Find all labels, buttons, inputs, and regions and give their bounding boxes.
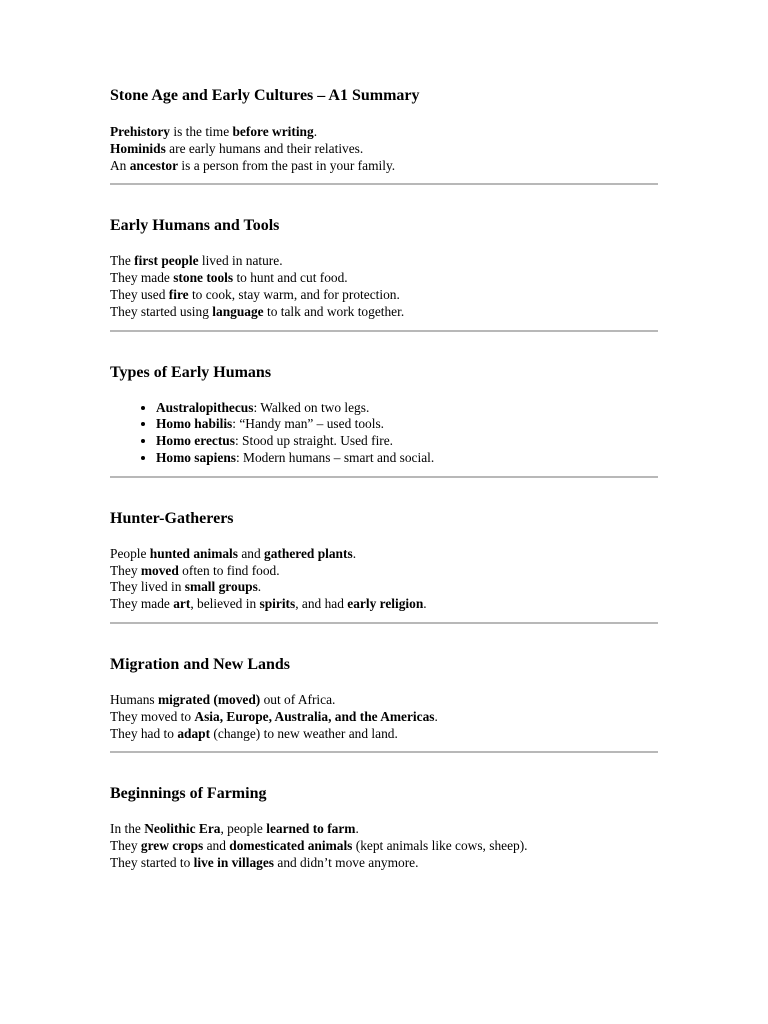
text-run: .	[313, 124, 318, 139]
bold-term: adapt	[177, 725, 211, 741]
section-divider	[110, 330, 658, 332]
body-line	[110, 270, 658, 287]
bold-term: live in villages	[193, 854, 275, 870]
bullet-item	[156, 416, 658, 433]
text-run: are early humans and their relatives.	[165, 140, 364, 156]
bullet-item	[156, 433, 658, 450]
bold-term: Homo habilis	[156, 416, 233, 432]
section-heading: Hunter-Gatherers	[110, 509, 234, 527]
text-run: They made	[110, 596, 174, 612]
text-run: They had to	[110, 725, 178, 741]
bold-term: Neolithic Era	[144, 821, 221, 837]
section	[110, 509, 658, 624]
section	[110, 216, 658, 331]
text-run: .	[352, 545, 357, 561]
text-run: : “Handy man” – used tools.	[232, 416, 385, 432]
document-page	[110, 86, 658, 872]
intro-line	[110, 158, 658, 175]
text-run: They made	[110, 270, 174, 286]
text-run: (change) to new weather and land.	[210, 725, 398, 741]
section-heading: Early Humans and Tools	[110, 217, 280, 235]
intro-line	[110, 141, 658, 158]
text-run: Humans	[110, 691, 158, 707]
bold-term: ancestor	[129, 157, 179, 173]
bullet-item	[156, 450, 658, 467]
text-run: and	[203, 838, 230, 854]
section-divider	[110, 622, 658, 624]
bold-term: Prehistory	[110, 124, 170, 139]
text-run: : Walked on two legs.	[253, 399, 370, 415]
bold-term: spirits	[259, 596, 296, 612]
text-run: (kept animals like cows, sheep).	[352, 838, 528, 854]
text-run: lived in nature.	[198, 253, 283, 269]
bold-term: grew crops	[140, 838, 204, 854]
sections-container	[110, 216, 658, 871]
text-run: .	[257, 579, 262, 595]
text-run: They	[110, 838, 141, 854]
bold-term: art	[173, 596, 191, 612]
bold-term: Asia, Europe, Australia, and the Americas	[194, 708, 435, 724]
section-body	[110, 546, 658, 613]
section-divider	[110, 751, 658, 753]
bold-term: before writing	[232, 124, 314, 139]
text-run: , believed in	[190, 596, 260, 612]
section-heading: Beginnings of Farming	[110, 785, 267, 803]
bold-term: Australopithecus	[156, 399, 254, 415]
text-run: often to find food.	[178, 562, 280, 578]
body-line	[110, 563, 658, 580]
bold-term: stone tools	[173, 270, 234, 286]
text-run: They used	[110, 286, 169, 302]
text-run: The	[110, 253, 135, 269]
text-run: .	[423, 596, 427, 612]
text-run: to hunt and cut food.	[233, 270, 348, 286]
text-run: .	[355, 821, 359, 837]
section	[110, 655, 658, 753]
text-run: and	[237, 545, 265, 561]
section-body	[110, 692, 658, 742]
text-run: to cook, stay warm, and for protection.	[188, 286, 400, 302]
body-line	[110, 304, 658, 321]
bold-term: early religion	[347, 596, 424, 612]
body-line	[110, 821, 658, 838]
section-heading: Types of Early Humans	[110, 363, 272, 381]
body-line	[110, 546, 658, 563]
bold-term: gathered plants	[264, 545, 353, 561]
text-run: : Stood up straight. Used fire.	[234, 433, 394, 449]
section-divider	[110, 183, 658, 185]
bold-term: small groups	[184, 579, 258, 595]
document-title: Stone Age and Early Cultures – A1 Summary	[110, 87, 420, 104]
text-run: : Modern humans – smart and social.	[235, 449, 435, 465]
text-run: People	[110, 545, 150, 561]
section-body	[110, 253, 658, 320]
text-run: In the	[110, 821, 145, 837]
text-run: and didn’t move anymore.	[274, 854, 419, 870]
text-run: They started using	[110, 303, 213, 319]
text-run: to talk and work together.	[263, 303, 405, 319]
body-line	[110, 692, 658, 709]
text-run: An	[110, 157, 130, 173]
body-line	[110, 579, 658, 596]
body-line	[110, 596, 658, 613]
text-run: is the time	[170, 124, 233, 139]
bold-term: domesticated animals	[229, 838, 353, 854]
bold-term: Homo sapiens	[156, 449, 236, 465]
section	[110, 784, 658, 871]
intro-block	[110, 124, 658, 174]
bold-term: moved	[140, 562, 179, 578]
body-line	[110, 253, 658, 270]
bold-term: learned to farm	[266, 821, 356, 837]
bold-term: migrated (moved)	[157, 691, 261, 707]
body-line	[110, 838, 658, 855]
text-run: , and had	[295, 596, 348, 612]
text-run: They moved to	[110, 708, 195, 724]
body-line	[110, 726, 658, 743]
section-heading: Migration and New Lands	[110, 655, 291, 673]
text-run: , people	[220, 821, 267, 837]
body-line	[110, 709, 658, 726]
text-run: They lived in	[110, 579, 185, 595]
text-run: is a person from the past in your family.	[178, 157, 396, 173]
bold-term: Hominids	[110, 140, 166, 156]
bullet-item	[156, 400, 658, 417]
text-run: They started to	[110, 854, 194, 870]
section	[110, 363, 658, 478]
bold-term: hunted animals	[149, 545, 238, 561]
bullet-list	[110, 400, 658, 467]
bold-term: Homo erectus	[156, 433, 235, 449]
bold-term: fire	[168, 286, 189, 302]
text-run: They	[110, 562, 141, 578]
bold-term: language	[212, 303, 264, 319]
section-divider	[110, 476, 658, 478]
text-run: out of Africa.	[260, 691, 336, 707]
text-run: .	[434, 708, 438, 724]
section-body	[110, 821, 658, 871]
bold-term: first people	[134, 253, 199, 269]
body-line	[110, 855, 658, 872]
intro-line	[110, 124, 658, 141]
body-line	[110, 287, 658, 304]
